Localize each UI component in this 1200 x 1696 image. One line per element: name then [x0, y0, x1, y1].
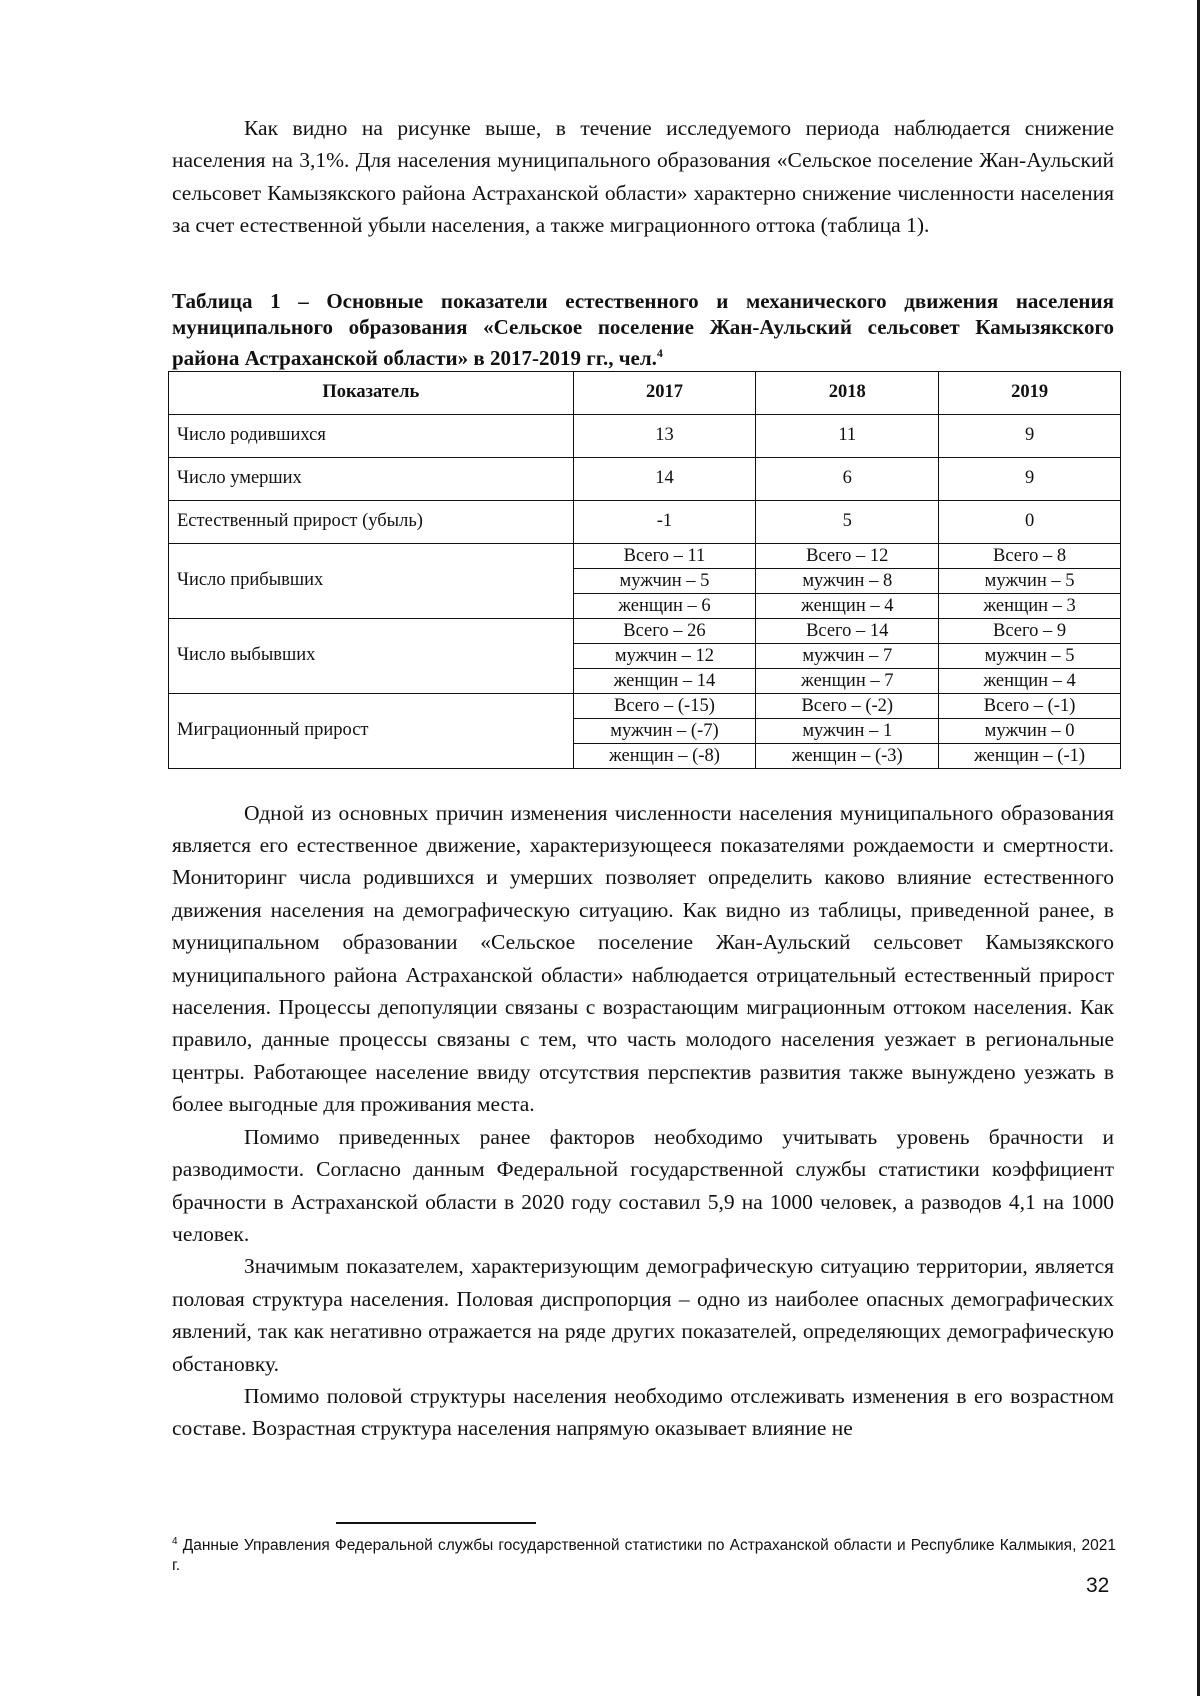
footnote-separator [336, 1522, 536, 1524]
cell-value: 5 [756, 500, 939, 543]
cell-value: 6 [756, 457, 939, 500]
row-label: Число выбывших [169, 618, 574, 693]
cell-value: 13 [573, 414, 756, 457]
cell-value: Всего – 26 [573, 618, 756, 643]
cell-value: Всего – 8 [939, 543, 1121, 568]
table-row [169, 543, 1121, 568]
table-row [169, 457, 1121, 500]
cell-value: женщин – 6 [573, 593, 756, 618]
cell-value: мужчин – (-7) [573, 718, 756, 743]
cell-value: мужчин – 7 [756, 643, 939, 668]
row-label: Естественный прирост (убыль) [169, 500, 574, 543]
cell-value: Всего – (-1) [939, 693, 1121, 718]
cell-value: женщин – 7 [756, 668, 939, 693]
cell-value: -1 [573, 500, 756, 543]
cell-value: женщин – (-3) [756, 743, 939, 768]
cell-value: мужчин – 5 [939, 568, 1121, 593]
cell-value: Всего – 12 [756, 543, 939, 568]
document-page [172, 112, 1114, 1445]
table-row [169, 618, 1121, 643]
cell-value: мужчин – 12 [573, 643, 756, 668]
footnote-text: Данные Управления Федеральной службы государственной статистики по Астраханской области и Республике Калмыкия, 2021 г. [172, 1537, 1116, 1575]
cell-value: женщин – (-8) [573, 743, 756, 768]
cell-value: женщин – (-1) [939, 743, 1121, 768]
header-2019: 2019 [939, 371, 1121, 414]
cell-value: 11 [756, 414, 939, 457]
cell-value: женщин – 14 [573, 668, 756, 693]
footnote-mark: 4 [172, 1536, 178, 1547]
cell-value: женщин – 3 [939, 593, 1121, 618]
header-indicator: Показатель [169, 371, 574, 414]
body-paragraph: Одной из основных причин изменения численности населения муниципального образования является его естественное движение, характеризующееся показателями рождаемости и смертности. Мониторинг числа родившихся и умерших позволяет определить каково влияние естественного движения населения на демографическую ситуацию. Как видно из таблицы, приведенной ранее, в муниципальном образовании «Сельское поселение Жан-Аульский сельсовет Камызякского муниципального района Астраханской области» наблюдается отрицательный естественный прирост населения. Процессы депопуляции связаны с возрастающим миграционным оттоком населения. Как правило, данные процессы связаны с тем, что часть молодого населения уезжает в региональные центры. Работающее население ввиду отсутствия перспектив развития также вынуждено уезжать в более выгодные для проживания места. [172, 800, 1114, 1117]
page-number: 32 [1086, 1574, 1110, 1597]
table-caption-footnote-ref: 4 [656, 345, 663, 360]
cell-value: мужчин – 0 [939, 718, 1121, 743]
demographics-table [168, 371, 1121, 769]
cell-value: женщин – 4 [756, 593, 939, 618]
table-row [169, 500, 1121, 543]
cell-value: мужчин – 5 [939, 643, 1121, 668]
body-text [172, 797, 1114, 1445]
intro-paragraph: Как видно на рисунке выше, в течение исследуемого периода наблюдается снижение населения на 3,1%. Для населения муниципального образования «Сельское поселение Жан-Аульский сельсовет Камызякского района Астраханской области» характерно снижение численности населения за счет естественной убыли населения, а также миграционного оттока (таблица 1). [172, 116, 1114, 238]
footnote [172, 1532, 1116, 1576]
row-label: Миграционный прирост [169, 693, 574, 768]
cell-value: Всего – (-15) [573, 693, 756, 718]
header-2017: 2017 [573, 371, 756, 414]
cell-value: 9 [939, 414, 1121, 457]
cell-value: 9 [939, 457, 1121, 500]
cell-value: Всего – 9 [939, 618, 1121, 643]
header-2018: 2018 [756, 371, 939, 414]
row-label: Число родившихся [169, 414, 574, 457]
body-paragraph: Значимым показателем, характеризующим демографическую ситуацию территории, является половая структура населения. Половая диспропорция – одно из наиболее опасных демографических явлений, так как негативно отражается на ряде других показателей, определяющих демографическую обстановку. [172, 1254, 1114, 1376]
cell-value: 0 [939, 500, 1121, 543]
cell-value: мужчин – 8 [756, 568, 939, 593]
cell-value: Всего – (-2) [756, 693, 939, 718]
table-row [169, 414, 1121, 457]
row-label: Число прибывших [169, 543, 574, 618]
row-label: Число умерших [169, 457, 574, 500]
cell-value: мужчин – 5 [573, 568, 756, 593]
table-row [169, 693, 1121, 718]
cell-value: мужчин – 1 [756, 718, 939, 743]
cell-value: 14 [573, 457, 756, 500]
table-caption [172, 288, 1114, 371]
table-header-row [169, 371, 1121, 414]
table-caption-text: Таблица 1 – Основные показатели естественного и механического движения населения муниципального образования «Сельское поселение Жан-Аульский сельсовет Камызякского района Астраханской области» в 2017-2019 гг., чел. [172, 288, 1114, 370]
body-paragraph: Помимо приведенных ранее факторов необходимо учитывать уровень брачности и разводимости. Согласно данным Федеральной государственной службы статистики коэффициент брачности в Астраханской области в 2020 году составил 5,9 на 1000 человек, а разводов 4,1 на 1000 человек. [172, 1124, 1114, 1246]
body-paragraph: Помимо половой структуры населения необходимо отслеживать изменения в его возрастном составе. Возрастная структура населения напрямую оказывает влияние не [172, 1383, 1114, 1441]
cell-value: женщин – 4 [939, 668, 1121, 693]
cell-value: Всего – 11 [573, 543, 756, 568]
cell-value: Всего – 14 [756, 618, 939, 643]
